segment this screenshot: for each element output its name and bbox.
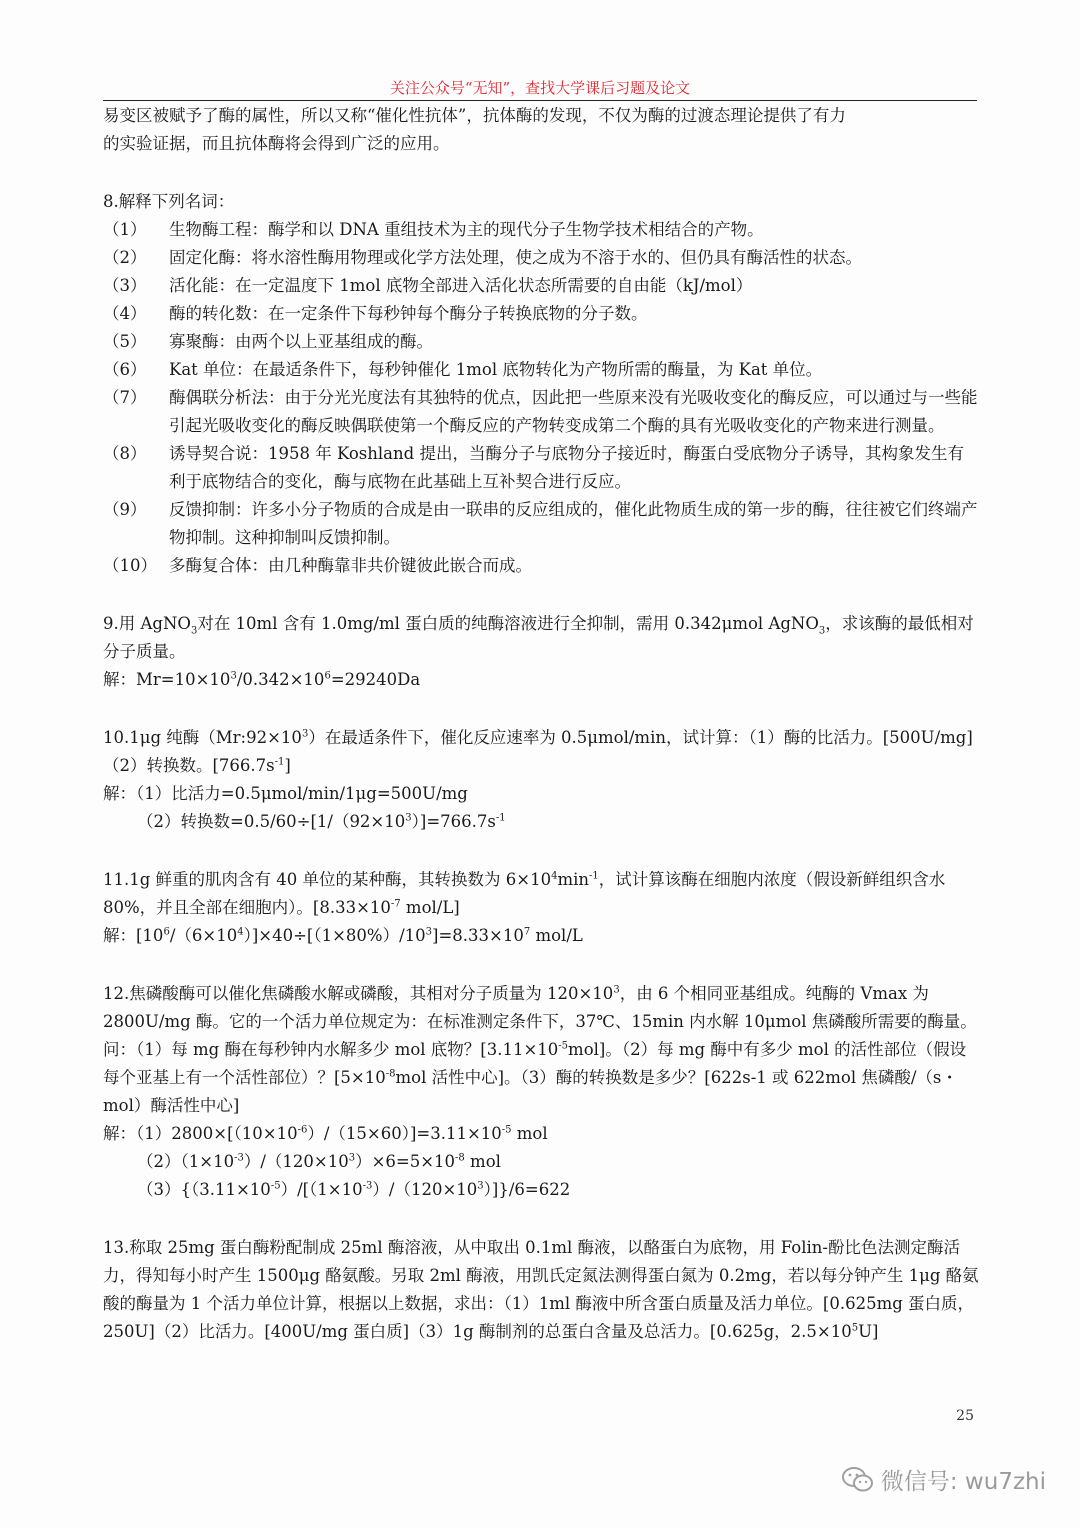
- question-10: 10.1μg 纯酶$(Mr:92\times 10^3)$在最适条件下，催化反应速率为 0.5μmol/min，试计算：（1）酶的比活力。[500U/mg]（2）转换数。$[766.7s^{-1}]$: [103, 728, 973, 775]
- item-number: （3）: [103, 276, 147, 295]
- solution-11: 解：$[10^6/(6\times 10^4)]\times 40\div[(1\times 80\%)/10^3]=8.33\times 10^7$ mol/L: [103, 926, 583, 945]
- item-number: （7）: [103, 388, 147, 407]
- solution-12: 解：$(1)2800\times[(10\times 10^{-6})/(15\times 60)]=3.11\times 10^{-5}$ mol: [103, 1124, 548, 1143]
- list-item: [103, 328, 979, 356]
- item-number: （2）: [103, 248, 147, 267]
- item-text: 酶的转化数：在一定条件下每秒钟每个酶分子转换底物的分子数。: [169, 304, 648, 323]
- intro-line: 的实验证据，而且抗体酶将会得到广泛的应用。: [103, 134, 450, 153]
- solution-12: $(3)\{(3.11\times 10^{-5})/[(1\times 10^{-3})/(120\times 10^3)]\}/6=622$: [137, 1180, 571, 1199]
- question-13: 13.称取 25mg 蛋白酶粉配制成 25ml 酶溶液，从中取出 0.1ml 酶液，以酪蛋白为底物，用 Folin-酚比色法测定酶活力，得知每小时产生 1500μg 酪氨酸。另取 2ml 酶液，用凯氏定氮法测得蛋白氮为 0.2mg，若以每分钟产生 1μg 酪氨酸的酶量为 1 个活力单位计算，根据以上数据，求出：（1）1ml 酶液中所含蛋白质量及活力单位。[0.625mg 蛋白质，250U]（2）比活力。[400U/mg 蛋白质]（3）1g 酶制剂的总蛋白含量及总活力。[0.625g，$2.5\times 10^5U$]: [103, 1238, 979, 1341]
- list-item: [103, 356, 979, 384]
- item-text: 固定化酶：将水溶性酶用物理或化学方法处理，使之成为不溶于水的、但仍具有酶活性的状态。: [169, 248, 862, 267]
- item-text: 多酶复合体：由几种酶靠非共价键彼此嵌合而成。: [169, 556, 532, 575]
- watermark: [841, 1463, 1046, 1496]
- item-number: （4）: [103, 304, 147, 323]
- solution-10: 解：（1）比活力=0.5μmol/min/1μg=500U/mg: [103, 784, 468, 803]
- watermark-text: 微信号: wu7zhi: [880, 1469, 1046, 1495]
- question-11: 11.1g 鲜重的肌肉含有 40 单位的某种酶，其转换数为 $6\times 10^4\min^{-1}$，试计算该酶在细胞内浓度（假设新鲜组织含水 80%，并且全部在细胞内）。[$8.33\times 10^{-7}$ mol/L]: [103, 870, 946, 917]
- list-item: [103, 552, 979, 580]
- solution-12: $(2)(1\times 10^{-3})/(120\times 10^3)\times 6=5\times 10^{-8}$ mol: [137, 1152, 501, 1171]
- list-item: [103, 272, 979, 300]
- item-text: 寡聚酶：由两个以上亚基组成的酶。: [169, 332, 433, 351]
- item-text: 生物酶工程：酶学和以 DNA 重组技术为主的现代分子生物学技术相结合的产物。: [169, 220, 764, 239]
- item-number: （5）: [103, 332, 147, 351]
- list-item: [103, 300, 979, 328]
- header-divider: [103, 100, 977, 101]
- item-number: （10）: [103, 556, 157, 575]
- list-item: [103, 244, 979, 272]
- list-item: [103, 496, 979, 552]
- page-header: 关注公众号“无知”，查找大学课后习题及论文: [389, 79, 691, 97]
- question-9: 9.用 AgNO$_3$对在 10ml 含有 1.0mg/ml 蛋白质的纯酶溶液进行全抑制，需用 0.342μmol AgNO$_3$，求该酶的最低相对分子质量。: [103, 614, 974, 661]
- list-item: [103, 384, 979, 440]
- item-number: （8）: [103, 444, 147, 463]
- item-text: 诱导契合说：1958 年 Koshland 提出，当酶分子与底物分子接近时，酶蛋白受底物分子诱导，其构象发生有利于底物结合的变化，酶与底物在此基础上互补契合进行反应。: [169, 444, 964, 491]
- item-text: 反馈抑制：许多小分子物质的合成是由一联串的反应组成的，催化此物质生成的第一步的酶，往往被它们终端产物抑制。这种抑制叫反馈抑制。: [169, 500, 978, 547]
- page-number: 25: [956, 1408, 974, 1424]
- item-number: （6）: [103, 360, 147, 379]
- item-text: Kat 单位：在最适条件下，每秒钟催化 1mol 底物转化为产物所需的酶量，为 Kat 单位。: [169, 360, 823, 379]
- intro-line: 易变区被赋予了酶的属性，所以又称“催化性抗体”，抗体酶的发现，不仅为酶的过渡态理论提供了有力: [103, 106, 846, 125]
- question-8-title: 8.解释下列名词：: [103, 192, 235, 211]
- item-number: （9）: [103, 500, 147, 519]
- document-body: [103, 102, 979, 1346]
- wechat-icon: [841, 1465, 875, 1495]
- item-text: 活化能：在一定温度下 1mol 底物全部进入活化状态所需要的自由能（kJ/mol）: [169, 276, 753, 295]
- item-number: （1）: [103, 220, 147, 239]
- item-text: 酶偶联分析法：由于分光光度法有其独特的优点，因此把一些原来没有光吸收变化的酶反应，可以通过与一些能引起光吸收变化的酶反映偶联使第一个酶反应的产物转变成第二个酶的具有光吸收变化的产物来进行测量。: [169, 388, 978, 435]
- solution-10: （2）转换数$=0.5/60\div[1/(92\times 10^3)]=766.7s^{-1}$: [137, 812, 506, 831]
- list-item: [103, 216, 979, 244]
- question-12: 12.焦磷酸酶可以催化焦磷酸水解或磷酸，其相对分子质量为 $120\times 10^3$，由 6 个相同亚基组成。纯酶的 Vmax 为 2800U/mg 酶。它的一个活力单位规定为：在标准测定条件下，37℃、15min 内水解 10μmol 焦磷酸所需要的酶量。问：（1）每 mg 酶在每秒钟内水解多少 mol 底物？$[3.11\times 10^{-5}mol]$。（2）每 mg 酶中有多少 mol 的活性部位（假设每个亚基上有一个活性部位）？[$5\times 10^{-8}mol$ 活性中心]。（3）酶的转换数是多少？[622s-1 或 622mol 焦磷酸/（s・mol）酶活性中心]: [103, 984, 977, 1115]
- solution-9: 解：$Mr=10\times 10^3/0.342\times 10^6=29240Da$: [103, 670, 421, 689]
- list-item: [103, 440, 979, 496]
